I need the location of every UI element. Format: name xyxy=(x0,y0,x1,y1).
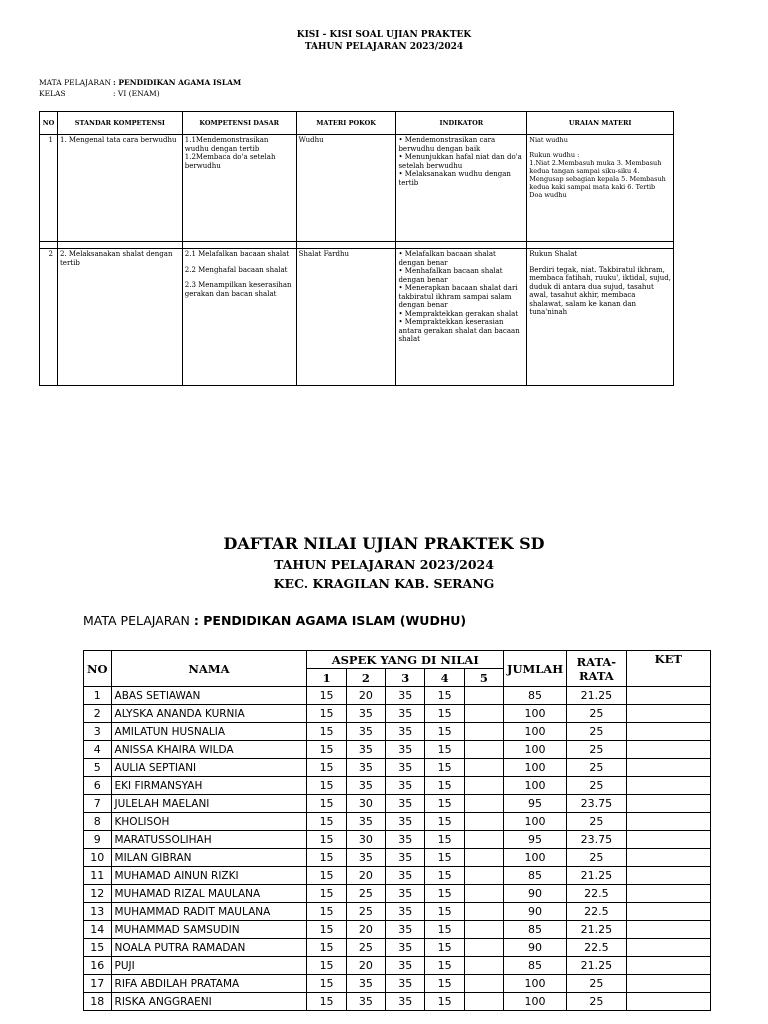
student-name: ANISSA KHAIRA WILDA xyxy=(111,741,307,759)
score-aspek-4: 15 xyxy=(425,705,464,723)
row-sk: 2. Melaksanakan shalat dengan tertib xyxy=(57,249,182,386)
row-no: 2 xyxy=(84,705,112,723)
student-name: NOALA PUTRA RAMADAN xyxy=(111,939,307,957)
score-aspek-3: 35 xyxy=(386,831,425,849)
score-aspek-4: 15 xyxy=(425,813,464,831)
keterangan xyxy=(626,759,710,777)
score-rata-rata: 22.5 xyxy=(567,903,627,921)
kisi-header-row xyxy=(40,112,674,135)
score-aspek-5 xyxy=(464,957,503,975)
student-name: EKI FIRMANSYAH xyxy=(111,777,307,795)
header-aspek-3: 3 xyxy=(386,669,425,687)
table-row xyxy=(84,795,711,813)
score-aspek-5 xyxy=(464,705,503,723)
score-aspek-1: 15 xyxy=(307,795,346,813)
score-aspek-5 xyxy=(464,849,503,867)
col-kompetensi-dasar: KOMPETENSI DASAR xyxy=(182,112,296,135)
indikator-item: • Mendemonstrasikan cara berwudhu dengan baik xyxy=(398,136,496,153)
score-aspek-1: 15 xyxy=(307,705,346,723)
score-aspek-2: 35 xyxy=(346,975,385,993)
score-aspek-2: 35 xyxy=(346,849,385,867)
score-rata-rata: 25 xyxy=(567,993,627,1011)
score-aspek-4: 15 xyxy=(425,759,464,777)
table-row xyxy=(84,849,711,867)
kisi-mapel xyxy=(39,78,241,88)
indikator-item: • Melaksanakan wudhu dengan tertib xyxy=(398,170,511,187)
keterangan xyxy=(626,687,710,705)
kd-item: 1.1Mendemonstrasikan wudhu dengan tertib xyxy=(184,136,269,153)
header-ket: KET xyxy=(626,651,710,687)
row-no: 2 xyxy=(40,249,58,386)
score-jumlah: 100 xyxy=(504,975,567,993)
mapel-label: MATA PELAJARAN xyxy=(39,78,112,87)
score-jumlah: 90 xyxy=(504,939,567,957)
score-aspek-3: 35 xyxy=(386,885,425,903)
daftar-mapel-label: MATA PELAJARAN xyxy=(83,613,190,628)
kisi-title: KISI - KISI SOAL UJIAN PRAKTEK xyxy=(296,30,472,40)
col-uraian-materi: URAIAN MATERI xyxy=(527,112,674,135)
row-materi: Shalat Fardhu xyxy=(296,249,396,386)
table-row xyxy=(84,921,711,939)
row-no: 17 xyxy=(84,975,112,993)
student-name: MARATUSSOLIHAH xyxy=(111,831,307,849)
table-row xyxy=(84,975,711,993)
score-aspek-3: 35 xyxy=(386,849,425,867)
score-aspek-4: 15 xyxy=(425,975,464,993)
student-name: AULIA SEPTIANI xyxy=(111,759,307,777)
keterangan xyxy=(626,957,710,975)
score-aspek-4: 15 xyxy=(425,939,464,957)
table-row xyxy=(84,903,711,921)
table-row xyxy=(84,705,711,723)
keterangan xyxy=(626,867,710,885)
header-aspek: ASPEK YANG DI NILAI xyxy=(307,651,504,669)
student-name: MUHAMAD AINUN RIZKI xyxy=(111,867,307,885)
score-aspek-2: 20 xyxy=(346,867,385,885)
student-name: ALYSKA ANANDA KURNIA xyxy=(111,705,307,723)
row-no: 16 xyxy=(84,957,112,975)
score-rata-rata: 25 xyxy=(567,777,627,795)
score-rata-rata: 25 xyxy=(567,723,627,741)
score-rata-rata: 25 xyxy=(567,741,627,759)
student-name: ABAS SETIAWAN xyxy=(111,687,307,705)
score-jumlah: 90 xyxy=(504,903,567,921)
kisi-spacer-row xyxy=(40,242,674,249)
uraian-item: Niat wudhu xyxy=(529,136,568,144)
table-row xyxy=(84,777,711,795)
row-no: 18 xyxy=(84,993,112,1011)
score-aspek-3: 35 xyxy=(386,939,425,957)
table-row xyxy=(84,939,711,957)
header-aspek-2: 2 xyxy=(346,669,385,687)
row-no: 5 xyxy=(84,759,112,777)
score-jumlah: 100 xyxy=(504,849,567,867)
indikator-item: • Menunjukkan hafal niat dan do'a setelah berwudhu xyxy=(398,153,522,170)
keterangan xyxy=(626,795,710,813)
uraian-item: Rukun wudhu : xyxy=(529,151,580,159)
row-no: 9 xyxy=(84,831,112,849)
row-kd xyxy=(182,135,296,242)
kisi-row-2 xyxy=(40,249,674,386)
score-aspek-1: 15 xyxy=(307,777,346,795)
student-name: PUJI xyxy=(111,957,307,975)
uraian-item: Rukun Shalat xyxy=(529,250,578,258)
score-aspek-2: 30 xyxy=(346,831,385,849)
score-aspek-5 xyxy=(464,795,503,813)
student-name: MUHAMAD RIZAL MAULANA xyxy=(111,885,307,903)
keterangan xyxy=(626,849,710,867)
keterangan xyxy=(626,831,710,849)
kd-item: 2.2 Menghafal bacaan shalat xyxy=(184,265,288,274)
score-aspek-1: 15 xyxy=(307,975,346,993)
nilai-header-row-1 xyxy=(84,651,711,669)
score-jumlah: 100 xyxy=(504,759,567,777)
table-row xyxy=(84,741,711,759)
daftar-subtitle-2: KEC. KRAGILAN KAB. SERANG xyxy=(273,576,495,591)
score-aspek-2: 20 xyxy=(346,957,385,975)
score-aspek-3: 35 xyxy=(386,867,425,885)
table-row xyxy=(84,687,711,705)
indikator-item: • Mempraktekkan keserasian antara gerakan shalat dan bacaan shalat xyxy=(398,318,520,343)
score-aspek-3: 35 xyxy=(386,741,425,759)
student-name: RIFA ABDILAH PRATAMA xyxy=(111,975,307,993)
score-aspek-4: 15 xyxy=(425,957,464,975)
header-aspek-5: 5 xyxy=(464,669,503,687)
score-jumlah: 100 xyxy=(504,723,567,741)
score-aspek-1: 15 xyxy=(307,993,346,1011)
indikator-item: • Menerapkan bacaan shalat dari takbiratul ikhram sampai salam dengan benar xyxy=(398,284,518,309)
score-aspek-5 xyxy=(464,777,503,795)
score-aspek-1: 15 xyxy=(307,741,346,759)
score-aspek-4: 15 xyxy=(425,993,464,1011)
keterangan xyxy=(626,777,710,795)
score-rata-rata: 25 xyxy=(567,705,627,723)
kd-item: 2.3 Menampilkan keserasihan gerakan dan bacan shalat xyxy=(184,281,292,298)
table-row xyxy=(84,723,711,741)
col-no: NO xyxy=(40,112,58,135)
keterangan xyxy=(626,939,710,957)
daftar-title: DAFTAR NILAI UJIAN PRAKTEK SD xyxy=(223,534,545,553)
score-aspek-5 xyxy=(464,885,503,903)
score-aspek-2: 25 xyxy=(346,885,385,903)
row-sk: 1. Mengenal tata cara berwudhu xyxy=(57,135,182,242)
student-name: MILAN GIBRAN xyxy=(111,849,307,867)
nilai-table xyxy=(83,650,711,1011)
score-jumlah: 85 xyxy=(504,687,567,705)
score-jumlah: 90 xyxy=(504,885,567,903)
score-rata-rata: 21.25 xyxy=(567,687,627,705)
score-aspek-5 xyxy=(464,975,503,993)
keterangan xyxy=(626,705,710,723)
student-name: MUHAMMAD SAMSUDIN xyxy=(111,921,307,939)
score-aspek-5 xyxy=(464,831,503,849)
table-row xyxy=(84,831,711,849)
header-jumlah: JUMLAH xyxy=(504,651,567,687)
row-indikator xyxy=(396,135,527,242)
score-aspek-2: 35 xyxy=(346,723,385,741)
keterangan xyxy=(626,903,710,921)
kisi-row-1 xyxy=(40,135,674,242)
score-jumlah: 100 xyxy=(504,777,567,795)
score-rata-rata: 23.75 xyxy=(567,831,627,849)
score-jumlah: 85 xyxy=(504,867,567,885)
score-aspek-5 xyxy=(464,759,503,777)
score-aspek-2: 35 xyxy=(346,813,385,831)
student-name: MUHAMMAD RADIT MAULANA xyxy=(111,903,307,921)
daftar-subtitle-1: TAHUN PELAJARAN 2023/2024 xyxy=(274,557,494,572)
score-aspek-4: 15 xyxy=(425,831,464,849)
table-row xyxy=(84,885,711,903)
indikator-item: • Melafalkan bacaan shalat dengan benar xyxy=(398,250,496,267)
header-aspek-1: 1 xyxy=(307,669,346,687)
score-aspek-4: 15 xyxy=(425,921,464,939)
score-rata-rata: 23.75 xyxy=(567,795,627,813)
score-aspek-4: 15 xyxy=(425,723,464,741)
keterangan xyxy=(626,975,710,993)
score-aspek-3: 35 xyxy=(386,903,425,921)
score-aspek-3: 35 xyxy=(386,921,425,939)
kd-item: 2.1 Melafalkan bacaan shalat xyxy=(184,250,290,258)
row-uraian xyxy=(527,249,674,386)
score-aspek-3: 35 xyxy=(386,975,425,993)
mapel-value: : PENDIDIKAN AGAMA ISLAM xyxy=(113,78,242,87)
kelas-value: : VI (ENAM) xyxy=(113,89,160,98)
col-indikator: INDIKATOR xyxy=(396,112,527,135)
score-aspek-3: 35 xyxy=(386,705,425,723)
col-standar-kompetensi: STANDAR KOMPETENSI xyxy=(57,112,182,135)
score-rata-rata: 22.5 xyxy=(567,885,627,903)
student-name: JULELAH MAELANI xyxy=(111,795,307,813)
score-aspek-4: 15 xyxy=(425,903,464,921)
kd-item: 1.2Membaca do'a setelah berwudhu xyxy=(184,153,276,170)
score-aspek-2: 35 xyxy=(346,705,385,723)
keterangan xyxy=(626,741,710,759)
row-no: 3 xyxy=(84,723,112,741)
score-jumlah: 100 xyxy=(504,813,567,831)
row-no: 1 xyxy=(84,687,112,705)
col-materi-pokok: MATERI POKOK xyxy=(296,112,396,135)
score-aspek-3: 35 xyxy=(386,993,425,1011)
kisi-kelas xyxy=(39,89,160,99)
score-aspek-1: 15 xyxy=(307,687,346,705)
row-indikator xyxy=(396,249,527,386)
score-aspek-2: 35 xyxy=(346,741,385,759)
score-aspek-5 xyxy=(464,813,503,831)
score-aspek-4: 15 xyxy=(425,687,464,705)
row-no: 7 xyxy=(84,795,112,813)
score-aspek-1: 15 xyxy=(307,885,346,903)
score-rata-rata: 25 xyxy=(567,813,627,831)
score-aspek-4: 15 xyxy=(425,795,464,813)
row-no: 11 xyxy=(84,867,112,885)
header-aspek-4: 4 xyxy=(425,669,464,687)
score-aspek-1: 15 xyxy=(307,867,346,885)
uraian-item: Berdiri tegak, niat. Takbiratul ikhram, membaca fatihah, ruuku', iktidal, sujud, duduk di antara dua sujud, tasahut awal, tasahut akhir, membaca shalawat, salam ke kanan dan tuna'ninah xyxy=(529,265,671,316)
score-aspek-5 xyxy=(464,687,503,705)
row-no: 4 xyxy=(84,741,112,759)
row-materi: Wudhu xyxy=(296,135,396,242)
row-no: 6 xyxy=(84,777,112,795)
row-kd xyxy=(182,249,296,386)
score-jumlah: 95 xyxy=(504,831,567,849)
score-rata-rata: 25 xyxy=(567,975,627,993)
student-name: RISKA ANGGRAENI xyxy=(111,993,307,1011)
score-aspek-4: 15 xyxy=(425,867,464,885)
row-no: 14 xyxy=(84,921,112,939)
score-aspek-2: 25 xyxy=(346,903,385,921)
header-nama: NAMA xyxy=(111,651,307,687)
keterangan xyxy=(626,993,710,1011)
score-aspek-2: 35 xyxy=(346,759,385,777)
table-row xyxy=(84,867,711,885)
keterangan xyxy=(626,921,710,939)
score-aspek-4: 15 xyxy=(425,849,464,867)
score-rata-rata: 22.5 xyxy=(567,939,627,957)
row-no: 1 xyxy=(40,135,58,242)
daftar-mapel xyxy=(83,613,466,628)
score-jumlah: 100 xyxy=(504,741,567,759)
score-aspek-5 xyxy=(464,939,503,957)
score-aspek-1: 15 xyxy=(307,831,346,849)
score-aspek-5 xyxy=(464,867,503,885)
row-no: 8 xyxy=(84,813,112,831)
student-name: KHOLISOH xyxy=(111,813,307,831)
row-uraian xyxy=(527,135,674,242)
score-rata-rata: 25 xyxy=(567,849,627,867)
score-jumlah: 85 xyxy=(504,957,567,975)
score-aspek-3: 35 xyxy=(386,777,425,795)
score-aspek-2: 20 xyxy=(346,687,385,705)
score-aspek-4: 15 xyxy=(425,885,464,903)
score-aspek-3: 35 xyxy=(386,957,425,975)
score-aspek-4: 15 xyxy=(425,741,464,759)
row-no: 15 xyxy=(84,939,112,957)
header-no: NO xyxy=(84,651,112,687)
table-row xyxy=(84,993,711,1011)
indikator-item: • Menhafalkan bacaan shalat dengan benar xyxy=(398,267,503,284)
score-jumlah: 100 xyxy=(504,993,567,1011)
score-aspek-5 xyxy=(464,921,503,939)
score-aspek-1: 15 xyxy=(307,849,346,867)
score-rata-rata: 25 xyxy=(567,759,627,777)
score-rata-rata: 21.25 xyxy=(567,957,627,975)
daftar-mapel-value: : PENDIDIKAN AGAMA ISLAM (WUDHU) xyxy=(193,613,467,628)
score-aspek-5 xyxy=(464,741,503,759)
kisi-subtitle: TAHUN PELAJARAN 2023/2024 xyxy=(304,42,464,52)
score-aspek-4: 15 xyxy=(425,777,464,795)
score-aspek-3: 35 xyxy=(386,759,425,777)
row-no: 13 xyxy=(84,903,112,921)
score-aspek-2: 20 xyxy=(346,921,385,939)
score-aspek-1: 15 xyxy=(307,939,346,957)
score-aspek-1: 15 xyxy=(307,903,346,921)
score-jumlah: 95 xyxy=(504,795,567,813)
score-jumlah: 85 xyxy=(504,921,567,939)
score-aspek-3: 35 xyxy=(386,687,425,705)
table-row xyxy=(84,957,711,975)
score-aspek-3: 35 xyxy=(386,813,425,831)
score-aspek-5 xyxy=(464,723,503,741)
uraian-item: Doa wudhu xyxy=(529,191,567,199)
score-aspek-1: 15 xyxy=(307,921,346,939)
score-aspek-5 xyxy=(464,903,503,921)
table-row xyxy=(84,759,711,777)
keterangan xyxy=(626,813,710,831)
score-aspek-2: 30 xyxy=(346,795,385,813)
score-aspek-2: 35 xyxy=(346,993,385,1011)
kisi-table xyxy=(39,111,674,386)
kelas-label: KELAS xyxy=(39,89,66,98)
score-aspek-1: 15 xyxy=(307,759,346,777)
score-aspek-3: 35 xyxy=(386,795,425,813)
score-jumlah: 100 xyxy=(504,705,567,723)
score-aspek-1: 15 xyxy=(307,723,346,741)
keterangan xyxy=(626,723,710,741)
row-no: 10 xyxy=(84,849,112,867)
header-rata-rata: RATA-RATA xyxy=(567,651,627,687)
student-name: AMILATUN HUSNALIA xyxy=(111,723,307,741)
score-aspek-3: 35 xyxy=(386,723,425,741)
score-aspek-1: 15 xyxy=(307,957,346,975)
score-aspek-2: 35 xyxy=(346,777,385,795)
nilai-body xyxy=(84,687,711,1011)
keterangan xyxy=(626,885,710,903)
score-rata-rata: 21.25 xyxy=(567,867,627,885)
table-row xyxy=(84,813,711,831)
score-aspek-5 xyxy=(464,993,503,1011)
score-aspek-1: 15 xyxy=(307,813,346,831)
indikator-item: • Mempraktekkan gerakan shalat xyxy=(398,309,519,318)
uraian-item: 1.Niat 2.Membasuh muka 3. Membasuh kedua tangan sampai siku-siku 4. Mengusap sebagian kepala 5. Membasuh kedua kaki sampai mata kaki 6. Tertib xyxy=(529,159,666,191)
row-no: 12 xyxy=(84,885,112,903)
score-aspek-2: 25 xyxy=(346,939,385,957)
score-rata-rata: 21.25 xyxy=(567,921,627,939)
